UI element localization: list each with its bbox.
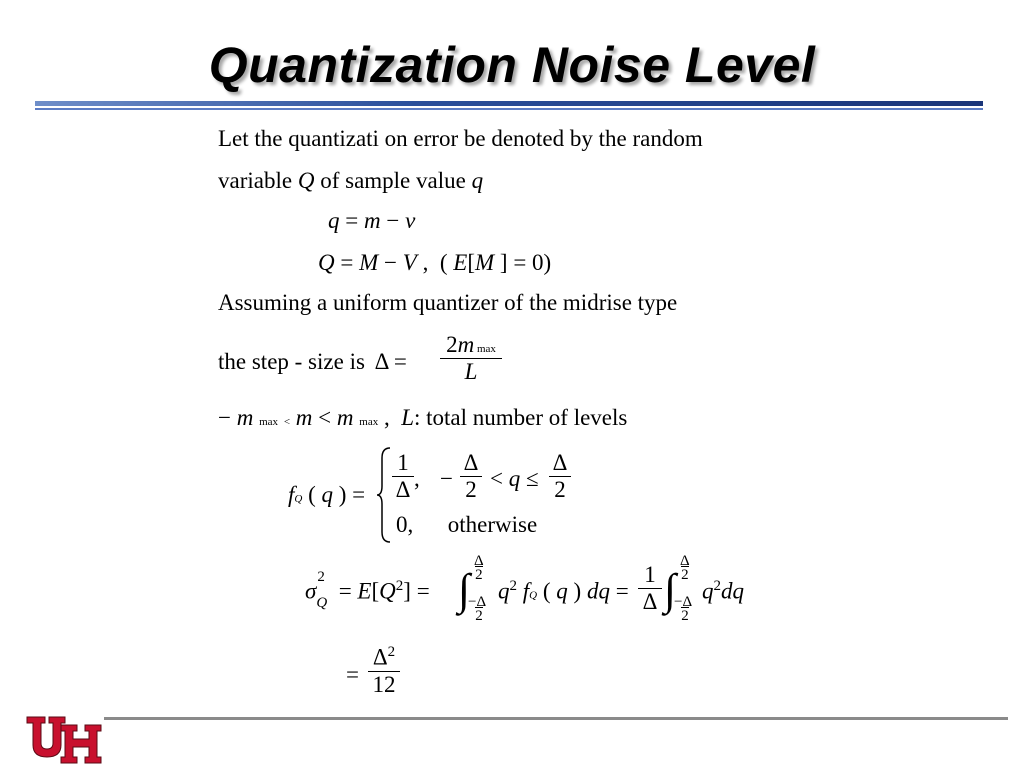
intro-line-2	[218, 168, 483, 194]
equation-Q: Q = M − V , ( E[M ] = 0)	[318, 250, 552, 275]
footer-rule	[104, 717, 1008, 720]
pdf-minus: −	[440, 466, 453, 491]
variance-lhs: σ 2 $_Q = E[Q^2]$ =	[305, 568, 430, 611]
levels-text: : total number of levels	[414, 405, 628, 430]
integral-1: ∫	[458, 565, 471, 614]
title-underline	[35, 101, 983, 110]
var-Q: Q	[297, 168, 315, 193]
pdf-inequality: < q ≤	[490, 466, 539, 491]
logo-text: UH	[25, 713, 27, 714]
integral-2-upper: Δ 2	[680, 553, 690, 583]
result-equals: =	[346, 662, 359, 687]
pdf-comma: ,	[414, 466, 420, 491]
pdf-zero-case: 0, otherwise	[396, 512, 538, 537]
variance-integrand-1: $q^2$ fQ ( q ) dq =	[498, 578, 629, 604]
var-q: q	[471, 168, 484, 193]
pdf-half-delta: $\frac{\Delta}{2}$	[549, 450, 571, 503]
step-size-fraction: 2m max L	[440, 332, 502, 385]
equation-q: q = m − v	[328, 208, 416, 233]
slide-title: Quantization Noise Level	[208, 37, 816, 93]
variance-integrand-2: $q^2dq$	[702, 578, 744, 604]
variance-one-over-delta: $\frac{1}{\Delta}$	[638, 562, 662, 615]
integral-2-lower: −Δ 2	[674, 594, 693, 624]
pdf-lhs: fQ ( q ) =	[288, 482, 366, 507]
result-fraction: $\frac{\Delta^2}{12}$	[368, 644, 400, 698]
uh-logo-icon	[25, 713, 103, 765]
assume-line: Assuming a uniform quantizer of the midrise type	[218, 290, 678, 315]
intro-line-1: Let the quantizati on error be denoted by the random	[218, 126, 703, 151]
pdf-neg-half-delta: $\frac{\Delta}{2}$	[460, 450, 482, 503]
range-line: − m max < m < m max , L: total number of levels	[218, 405, 628, 430]
brace	[376, 446, 392, 544]
integral-1-upper: Δ 2	[474, 553, 484, 583]
intro-sample-label: of sample value	[320, 168, 466, 193]
otherwise-text: otherwise	[447, 512, 538, 537]
pdf-one-over-delta: $\frac{1}{\Delta}$	[392, 450, 414, 503]
step-size-label: the step - size is Δ =	[218, 349, 407, 374]
intro-variable-label: variable	[218, 168, 293, 193]
integral-1-lower: −Δ 2	[468, 594, 487, 624]
integral-2: ∫	[664, 565, 677, 614]
step-size-text: the step - size is	[218, 349, 365, 374]
